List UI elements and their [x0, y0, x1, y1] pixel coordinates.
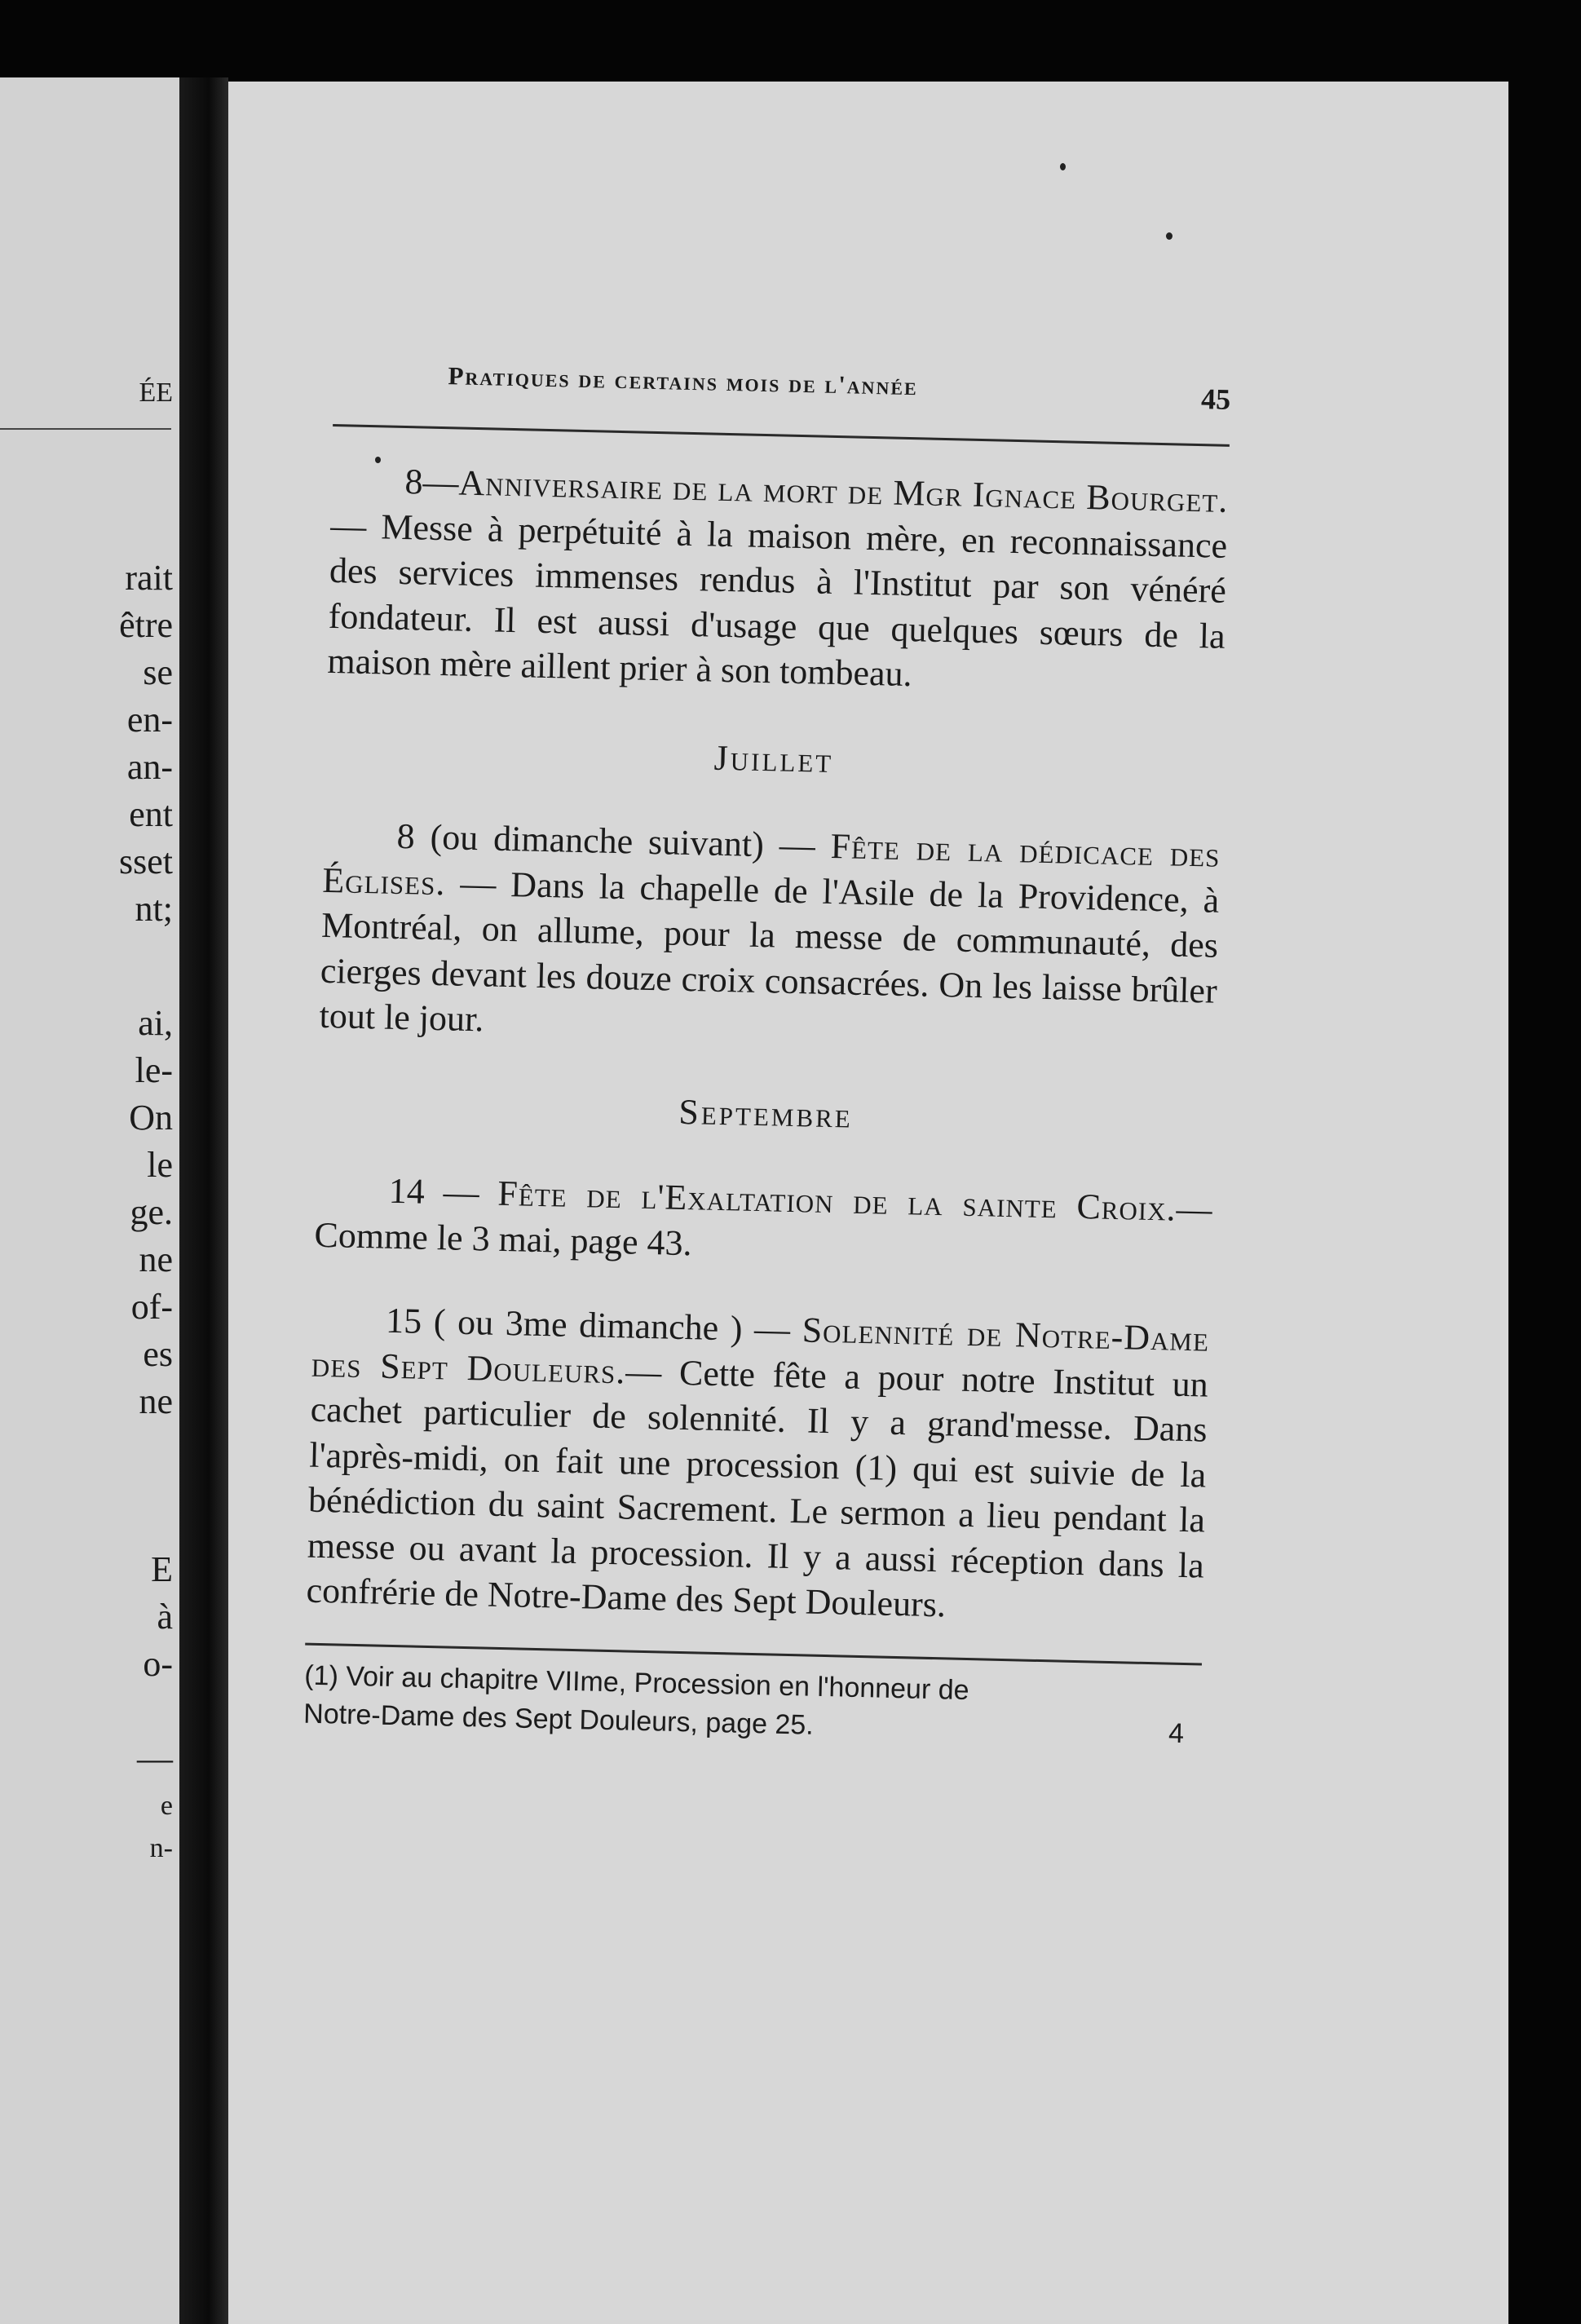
facing-page-fragment	[0, 77, 179, 2324]
body-text	[306, 457, 1229, 1633]
facing-page-line: On	[129, 1098, 173, 1138]
facing-page-rule	[0, 428, 171, 430]
book-page	[228, 82, 1508, 2324]
facing-page-line: ne	[139, 1381, 173, 1421]
facing-page-line: rait	[125, 558, 173, 598]
entry-title: Fête de la dédicace des Églises.	[321, 825, 1221, 903]
entry-body: — Messe à perpétuité à la maison mère, en reconnaissance des services immenses rendus à l'Institut par son vénéré fondateur. Il est aussi d'usage que quelques sœurs de la maison mère aillent prier à son tombeau.	[327, 505, 1228, 695]
page-number: 45	[1200, 382, 1231, 416]
facing-page-line: sset	[119, 842, 173, 881]
entry-number: 15 ( ou 3me dimanche ) —	[385, 1300, 803, 1350]
ink-speck	[1166, 232, 1173, 240]
entry-body: — Dans la chapelle de l'Asile de la Providence, à Montréal, on allume, pour la messe de communauté, des cierges devant les douze croix consacrées. On les laisse brûler tout le jour.	[319, 862, 1220, 1040]
footnote-line: (1) Voir au chapitre VIIme, Procession en l'honneur de	[303, 1659, 969, 1706]
facing-page-line: ai,	[138, 1003, 173, 1043]
entry-number: 8 (ou dimanche suivant) —	[396, 815, 832, 866]
entry-number: 8—	[404, 462, 460, 503]
facing-page-line: E	[151, 1549, 173, 1589]
facing-page-line: être	[119, 605, 173, 645]
facing-page-line: an-	[126, 747, 173, 787]
facing-page-line: ge.	[130, 1192, 173, 1232]
facing-page-line: le	[147, 1145, 173, 1185]
ink-speck	[1060, 163, 1066, 170]
facing-page-line: à	[157, 1597, 173, 1637]
facing-page-line: of-	[130, 1287, 173, 1327]
facing-page-line: —	[137, 1739, 173, 1778]
facing-page-header-fragment: ÉE	[139, 378, 173, 408]
facing-page-line: ent	[129, 794, 173, 834]
entry-body: — Comme le 3 mai, page 43.	[314, 1188, 1213, 1263]
footnote	[303, 1656, 1202, 1753]
facing-page-line: ne	[139, 1239, 173, 1279]
entry-body: — Cette fête a pour notre Institut un cachet particulier de solennité. Il y a grand'messe. Dans l'après-midi, on fait une procession (1) qui est suivie de la bénédiction du saint Sacrement. Le sermon a lieu pendant la messe ou avant la procession. Il y a aussi réception dans la confrérie de Notre-Dame des Sept Douleurs.	[306, 1350, 1209, 1625]
facing-page-line: e	[160, 1791, 173, 1821]
signature-mark: 4	[1168, 1717, 1185, 1749]
facing-page-line: se	[143, 652, 173, 692]
entry-sept-douleurs	[306, 1297, 1210, 1633]
month-heading-juillet: Juillet	[713, 737, 834, 780]
entry-title: Anniversaire de la mort de Mgr Ignace Bourget.	[458, 462, 1229, 520]
entry-number: 14 —	[388, 1170, 498, 1213]
facing-page-line: es	[143, 1334, 173, 1374]
month-heading-septembre: Septembre	[678, 1091, 854, 1136]
facing-page-line: o-	[143, 1644, 173, 1684]
entry-title: Fête de l'Exaltation de la sainte Croix.	[497, 1173, 1177, 1229]
facing-page-line: le-	[135, 1050, 173, 1090]
entry-bourget	[327, 457, 1229, 704]
entry-dedicace	[319, 812, 1221, 1058]
page-content	[303, 359, 1231, 1753]
facing-page-line: en-	[126, 700, 173, 740]
footnote-line: Notre-Dame des Sept Douleurs, page 25.	[303, 1698, 815, 1741]
facing-page-line: n-	[149, 1833, 173, 1863]
running-head	[333, 359, 1231, 444]
book-gutter	[179, 77, 228, 2324]
running-title: Pratiques de certains mois de l'année	[448, 361, 919, 401]
entry-title: Solennité de Notre-Dame des Sept Douleurs.	[311, 1310, 1210, 1391]
facing-page-line: nt;	[135, 889, 173, 929]
